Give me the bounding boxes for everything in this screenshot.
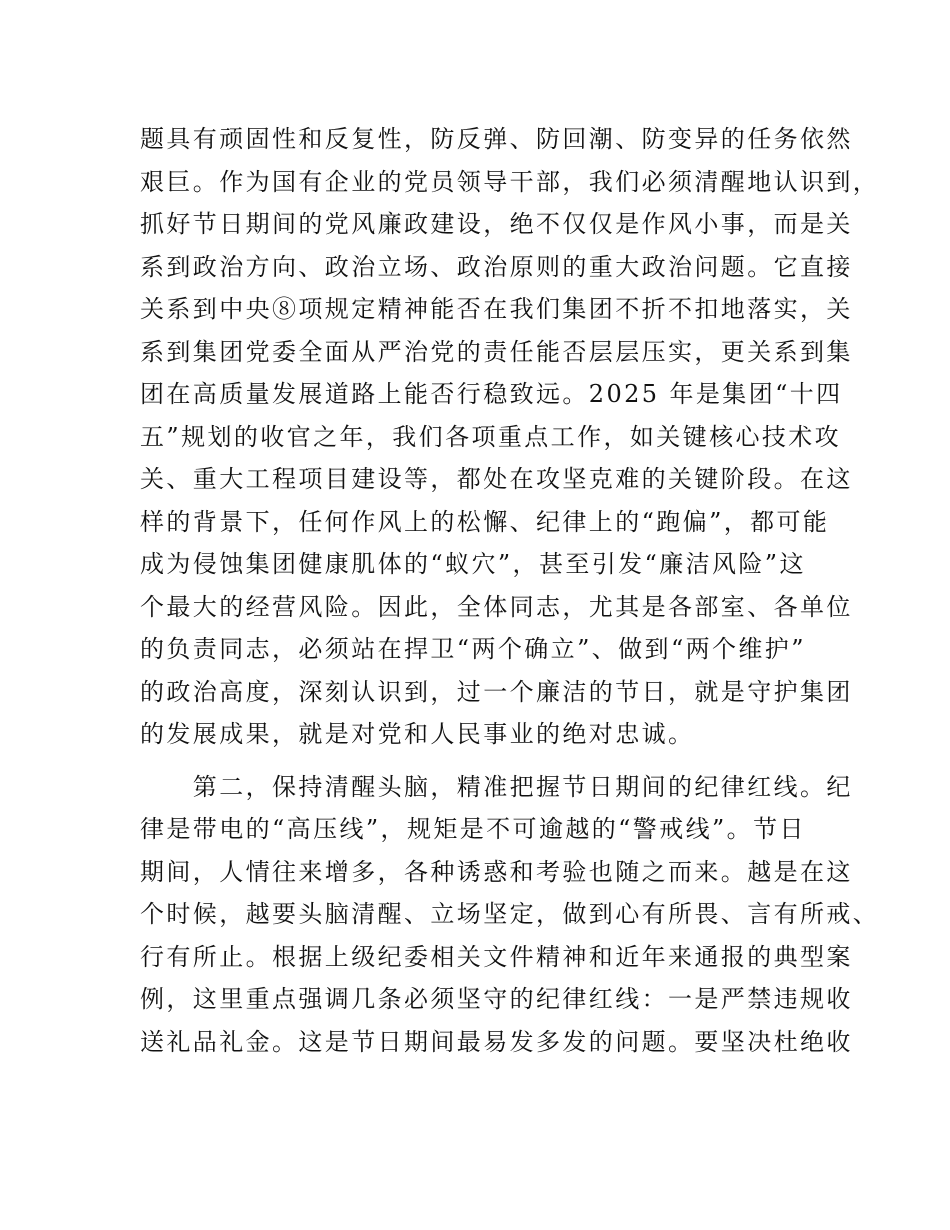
text-line: 系到集团党委全面从严治党的责任能否层层压实，更关系到集: [140, 337, 853, 366]
text-line: 例，这里重点强调几条必须坚守的纪律红线：一是严禁违规收: [140, 985, 853, 1013]
document-body: [140, 118, 880, 1063]
text-line: 律是带电的“高压线”，规矩是不可逾越的“警戒线”。节日: [140, 815, 806, 843]
text-line: 第二，保持清醒头脑，精准把握节日期间的纪律红线。纪: [140, 772, 853, 801]
text-line: 系到政治方向、政治立场、政治原则的重大政治问题。它直接: [140, 252, 853, 281]
text-line: 团在高质量发展道路上能否行稳致远。2025 年是集团“十四: [140, 380, 843, 408]
paragraph-gap: [140, 756, 830, 766]
text-line: 行有所止。根据上级纪委相关文件精神和近年来通报的典型案: [140, 942, 853, 971]
text-line: 的负责同志，必须站在捍卫“两个确立”、做到“两个维护”: [140, 635, 806, 663]
text-line: 成为侵蚀集团健康肌体的“蚁穴”，甚至引发“廉洁风险”这: [140, 550, 806, 578]
text-line: 样的背景下，任何作风上的松懈、纪律上的“跑偏”，都可能: [140, 507, 830, 536]
text-line: 个最大的经营风险。因此，全体同志，尤其是各部室、各单位: [140, 592, 853, 621]
text-line: 五”规划的收官之年，我们各项重点工作，如关键核心技术攻: [140, 422, 842, 451]
text-line: 的发展成果，就是对党和人民事业的绝对忠诚。: [140, 720, 695, 748]
text-line: 关、重大工程项目建设等，都处在攻坚克难的关键阶段。在这: [140, 465, 853, 493]
text-line: 期间，人情往来增多，各种诱惑和考验也随之而来。越是在这: [140, 857, 853, 886]
paragraph-1: [140, 118, 880, 756]
text-line: 的政治高度，深刻认识到，过一个廉洁的节日，就是守护集团: [140, 677, 853, 706]
text-line: 个时候，越要头脑清醒、立场坚定，做到心有所畏、言有所戒、: [140, 900, 880, 928]
text-line: 抓好节日期间的党风廉政建设，绝不仅仅是作风小事，而是关: [140, 210, 853, 238]
text-line: 送礼品礼金。这是节日期间最易发多发的问题。要坚决杜绝收: [140, 1027, 853, 1056]
text-line: 艰巨。作为国有企业的党员领导干部，我们必须清醒地认识到，: [140, 167, 880, 196]
paragraph-2: [140, 766, 880, 1064]
text-line: 关系到中央⑧项规定精神能否在我们集团不折不扣地落实，关: [140, 295, 853, 323]
text-line: 题具有顽固性和反复性，防反弹、防回潮、防变异的任务依然: [140, 125, 853, 153]
